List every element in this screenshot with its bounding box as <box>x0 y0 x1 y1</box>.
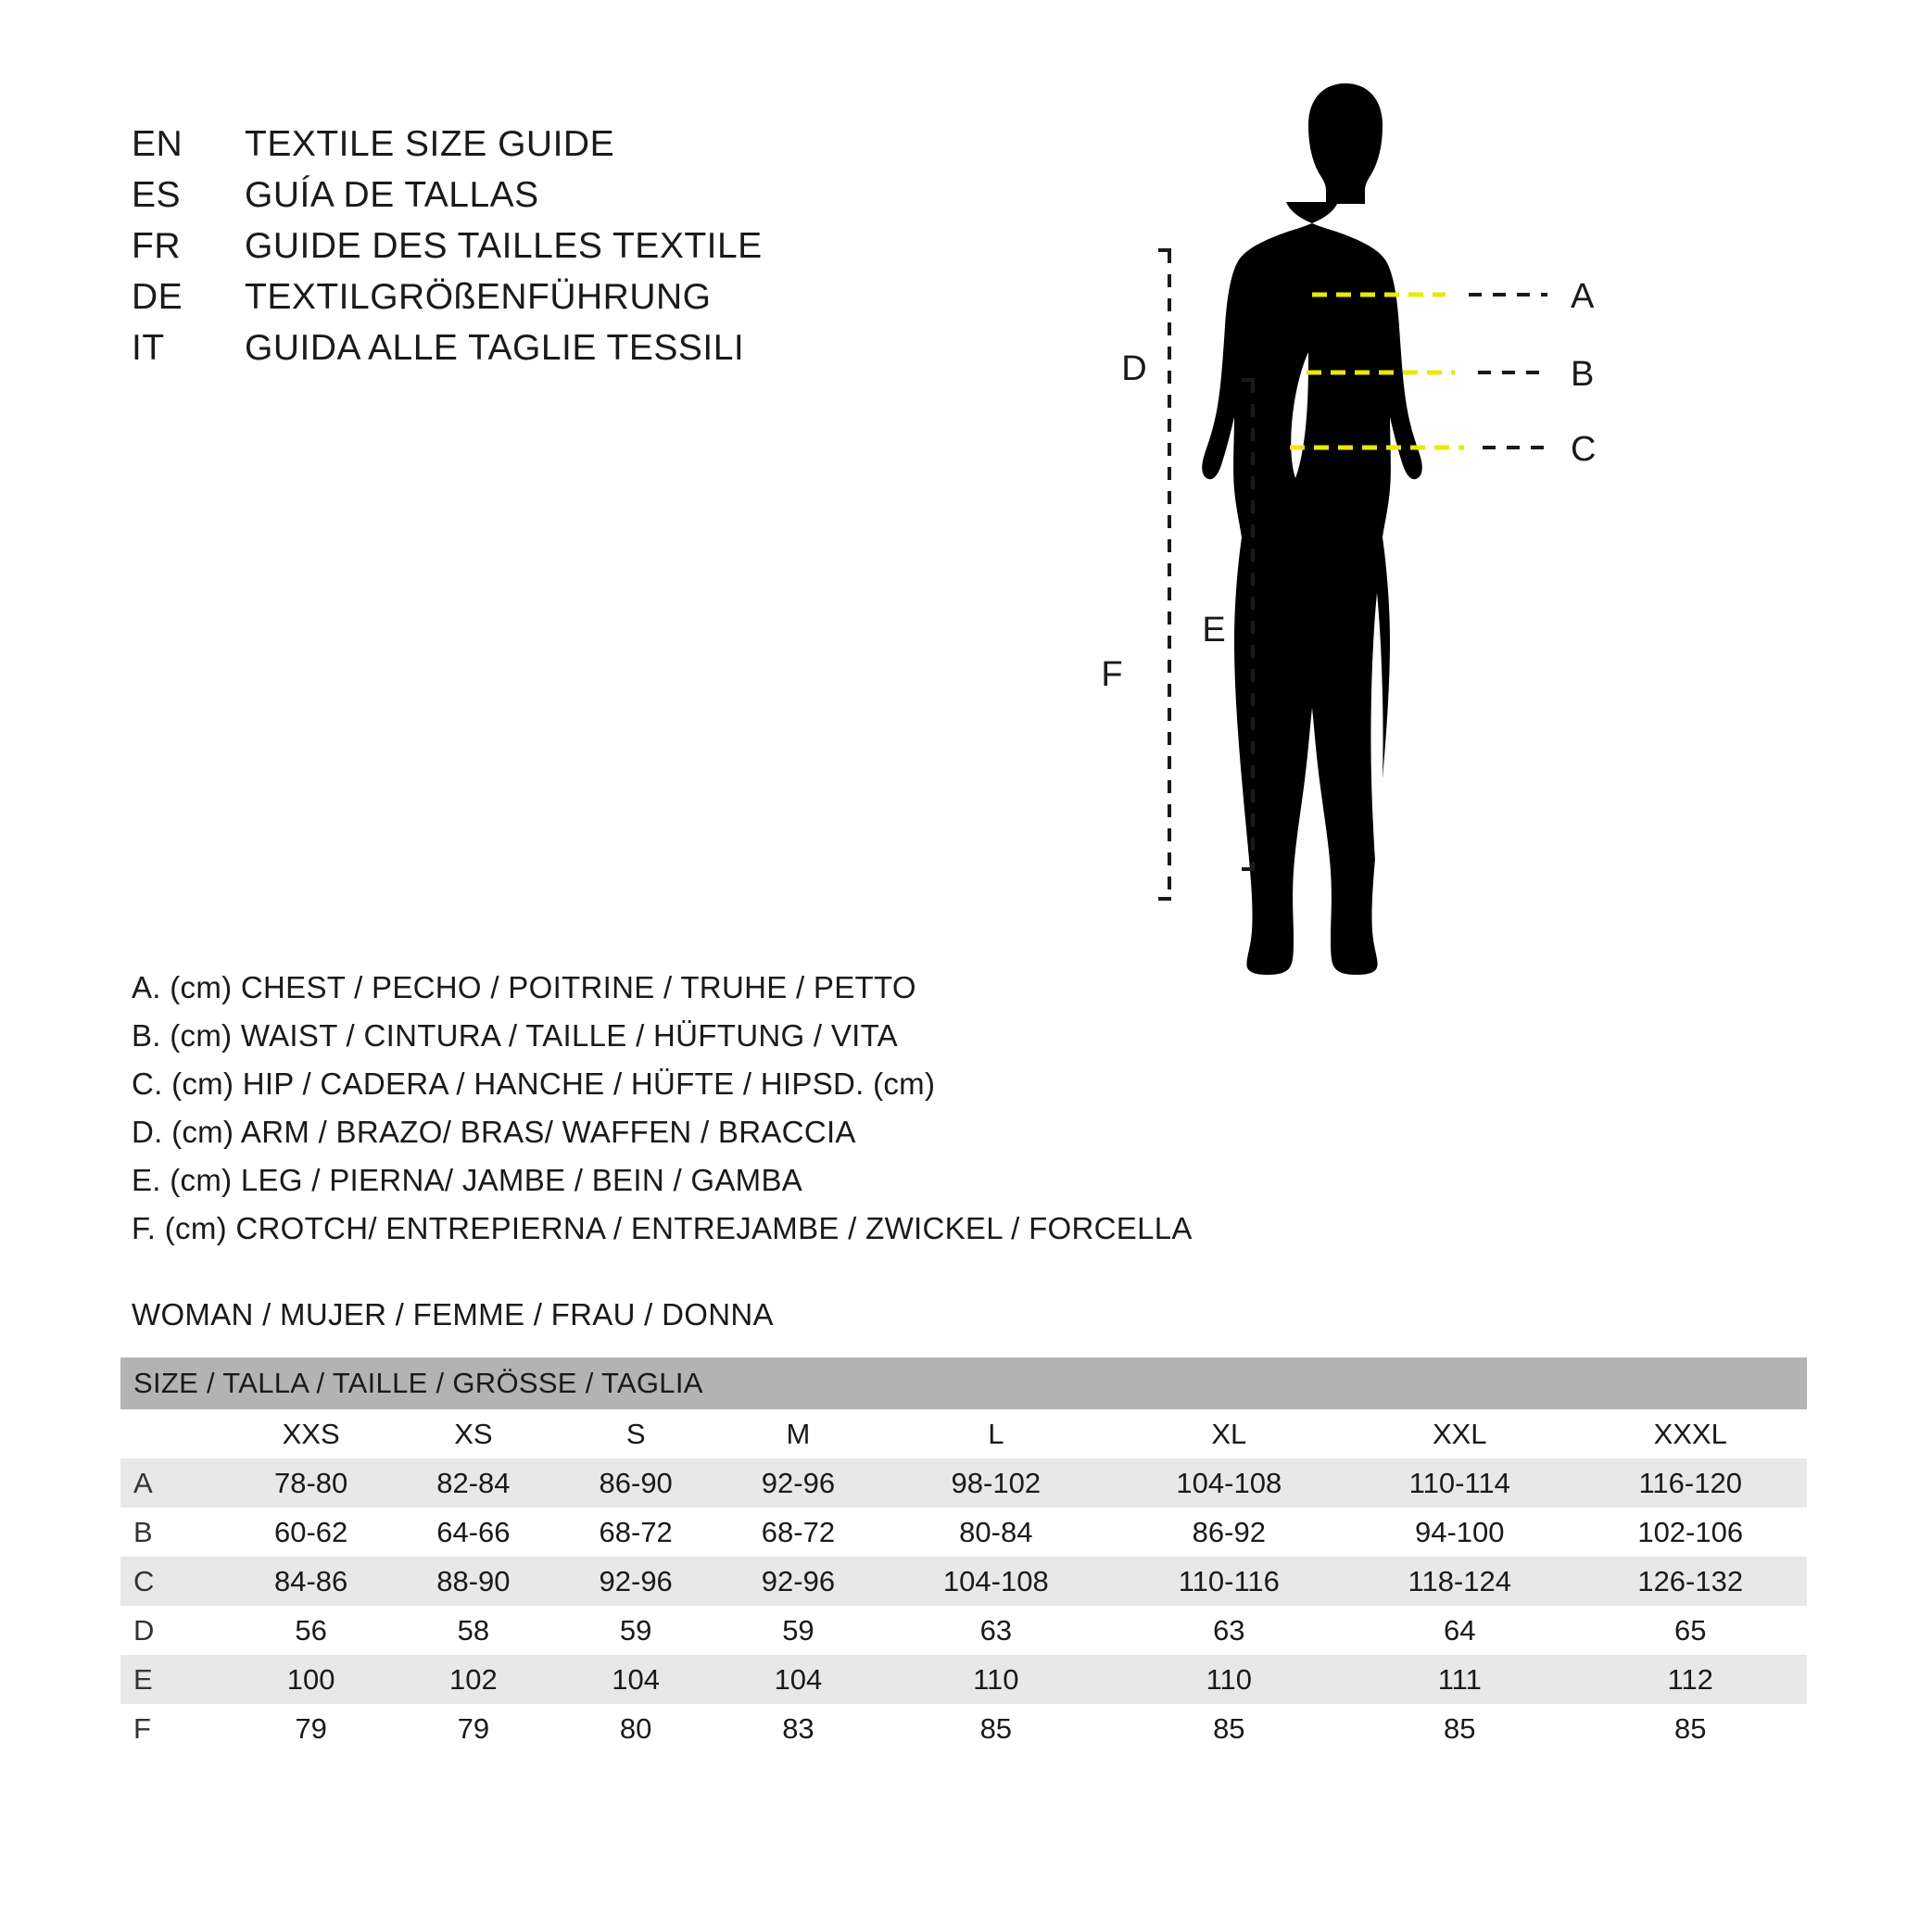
language-title: GUIDE DES TAILLES TEXTILE <box>245 226 763 266</box>
group-heading: WOMAN / MUJER / FEMME / FRAU / DONNA <box>132 1297 774 1332</box>
language-row <box>132 170 763 221</box>
table-band-row <box>120 1357 1807 1409</box>
language-code: FR <box>132 226 181 266</box>
table-cell: 82-84 <box>392 1458 554 1508</box>
table-cell: 64-66 <box>392 1508 554 1557</box>
size-header: XS <box>392 1409 554 1458</box>
table-cell: 104 <box>555 1655 717 1704</box>
table-cell: 102-106 <box>1573 1508 1807 1557</box>
table-cell: 85 <box>879 1704 1113 1753</box>
row-label: F <box>120 1704 230 1753</box>
table-cell: 118-124 <box>1345 1557 1573 1606</box>
size-header: XL <box>1113 1409 1346 1458</box>
language-title: GUÍA DE TALLAS <box>245 175 539 215</box>
table-cell: 104-108 <box>879 1557 1113 1606</box>
table-cell: 85 <box>1345 1704 1573 1753</box>
legend-item-d: D. (cm) ARM / BRAZO/ BRAS/ WAFFEN / BRACCIA <box>132 1115 856 1149</box>
table-row <box>120 1704 1807 1753</box>
table-row <box>120 1606 1807 1655</box>
language-row <box>132 221 763 271</box>
table-cell: 98-102 <box>879 1458 1113 1508</box>
language-row <box>132 271 763 322</box>
measurement-legend <box>132 964 1193 1253</box>
row-label: D <box>120 1606 230 1655</box>
size-header: L <box>879 1409 1113 1458</box>
table-cell: 111 <box>1345 1655 1573 1704</box>
table-row <box>120 1557 1807 1606</box>
size-header: XXL <box>1345 1409 1573 1458</box>
table-cell: 86-90 <box>555 1458 717 1508</box>
table-row <box>120 1458 1807 1508</box>
table-cell: 104-108 <box>1113 1458 1346 1508</box>
table-cell: 116-120 <box>1573 1458 1807 1508</box>
table-row <box>120 1655 1807 1704</box>
table-cell: 86-92 <box>1113 1508 1346 1557</box>
language-row <box>132 119 763 170</box>
vertical-label-e: E <box>1202 611 1226 650</box>
table-cell: 100 <box>230 1655 392 1704</box>
table-band-label: SIZE / TALLA / TAILLE / GRÖSSE / TAGLIA <box>120 1357 1807 1409</box>
table-cell: 58 <box>392 1606 554 1655</box>
table-cell: 88-90 <box>392 1557 554 1606</box>
table-cell: 60-62 <box>230 1508 392 1557</box>
table-cell: 63 <box>879 1606 1113 1655</box>
legend-item-b: B. (cm) WAIST / CINTURA / TAILLE / HÜFTUNG / VITA <box>132 1018 898 1053</box>
language-row <box>132 322 763 373</box>
table-corner-cell <box>120 1409 230 1458</box>
table-cell: 94-100 <box>1345 1508 1573 1557</box>
dimension-bracket-d <box>1158 250 1182 510</box>
table-cell: 85 <box>1113 1704 1346 1753</box>
size-header: M <box>717 1409 879 1458</box>
callout-label-b: B <box>1571 355 1595 394</box>
table-cell: 80-84 <box>879 1508 1113 1557</box>
table-cell: 112 <box>1573 1655 1807 1704</box>
table-cell: 92-96 <box>555 1557 717 1606</box>
table-cell: 59 <box>555 1606 717 1655</box>
table-cell: 110 <box>1113 1655 1346 1704</box>
callout-label-c: C <box>1571 430 1597 469</box>
table-cell: 110-114 <box>1345 1458 1573 1508</box>
legend-item-a: A. (cm) CHEST / PECHO / POITRINE / TRUHE / PETTO <box>132 970 916 1004</box>
table-cell: 78-80 <box>230 1458 392 1508</box>
table-cell: 102 <box>392 1655 554 1704</box>
table-cell: 84-86 <box>230 1557 392 1606</box>
language-title: TEXTILGRÖßENFÜHRUNG <box>245 277 712 317</box>
table-cell: 56 <box>230 1606 392 1655</box>
table-cell: 64 <box>1345 1606 1573 1655</box>
row-label: A <box>120 1458 230 1508</box>
language-code: DE <box>132 277 183 317</box>
size-header: XXXL <box>1573 1409 1807 1458</box>
table-cell: 104 <box>717 1655 879 1704</box>
size-header: S <box>555 1409 717 1458</box>
table-header-row <box>120 1409 1807 1458</box>
table-cell: 63 <box>1113 1606 1346 1655</box>
woman-silhouette-icon <box>1202 83 1465 975</box>
table-cell: 110-116 <box>1113 1557 1346 1606</box>
legend-item-e: E. (cm) LEG / PIERNA/ JAMBE / BEIN / GAMBA <box>132 1163 803 1197</box>
row-label: B <box>120 1508 230 1557</box>
table-cell: 92-96 <box>717 1557 879 1606</box>
vertical-label-f: F <box>1101 655 1123 694</box>
table-row <box>120 1508 1807 1557</box>
table-cell: 65 <box>1573 1606 1807 1655</box>
legend-item-c: C. (cm) HIP / CADERA / HANCHE / HÜFTE / HIPSD. (cm) <box>132 1066 936 1101</box>
table-cell: 79 <box>230 1704 392 1753</box>
table-cell: 68-72 <box>717 1508 879 1557</box>
vertical-label-d: D <box>1121 349 1147 388</box>
table-cell: 68-72 <box>555 1508 717 1557</box>
table-cell: 59 <box>717 1606 879 1655</box>
row-label: E <box>120 1655 230 1704</box>
size-header: XXS <box>230 1409 392 1458</box>
size-table <box>120 1357 1807 1753</box>
language-title-block <box>132 119 763 373</box>
language-title: TEXTILE SIZE GUIDE <box>245 124 615 164</box>
legend-item-f: F. (cm) CROTCH/ ENTREPIERNA / ENTREJAMBE / ZWICKEL / FORCELLA <box>132 1211 1193 1245</box>
callout-label-a: A <box>1571 277 1595 316</box>
table-cell: 92-96 <box>717 1458 879 1508</box>
language-code: EN <box>132 124 183 164</box>
language-code: ES <box>132 175 182 215</box>
table-cell: 126-132 <box>1573 1557 1807 1606</box>
language-title: GUIDA ALLE TAGLIE TESSILI <box>245 328 745 368</box>
body-measurement-diagram <box>1101 74 1853 1205</box>
table-cell: 110 <box>879 1655 1113 1704</box>
table-cell: 85 <box>1573 1704 1807 1753</box>
table-cell: 83 <box>717 1704 879 1753</box>
table-cell: 80 <box>555 1704 717 1753</box>
table-cell: 79 <box>392 1704 554 1753</box>
language-code: IT <box>132 328 165 368</box>
row-label: C <box>120 1557 230 1606</box>
